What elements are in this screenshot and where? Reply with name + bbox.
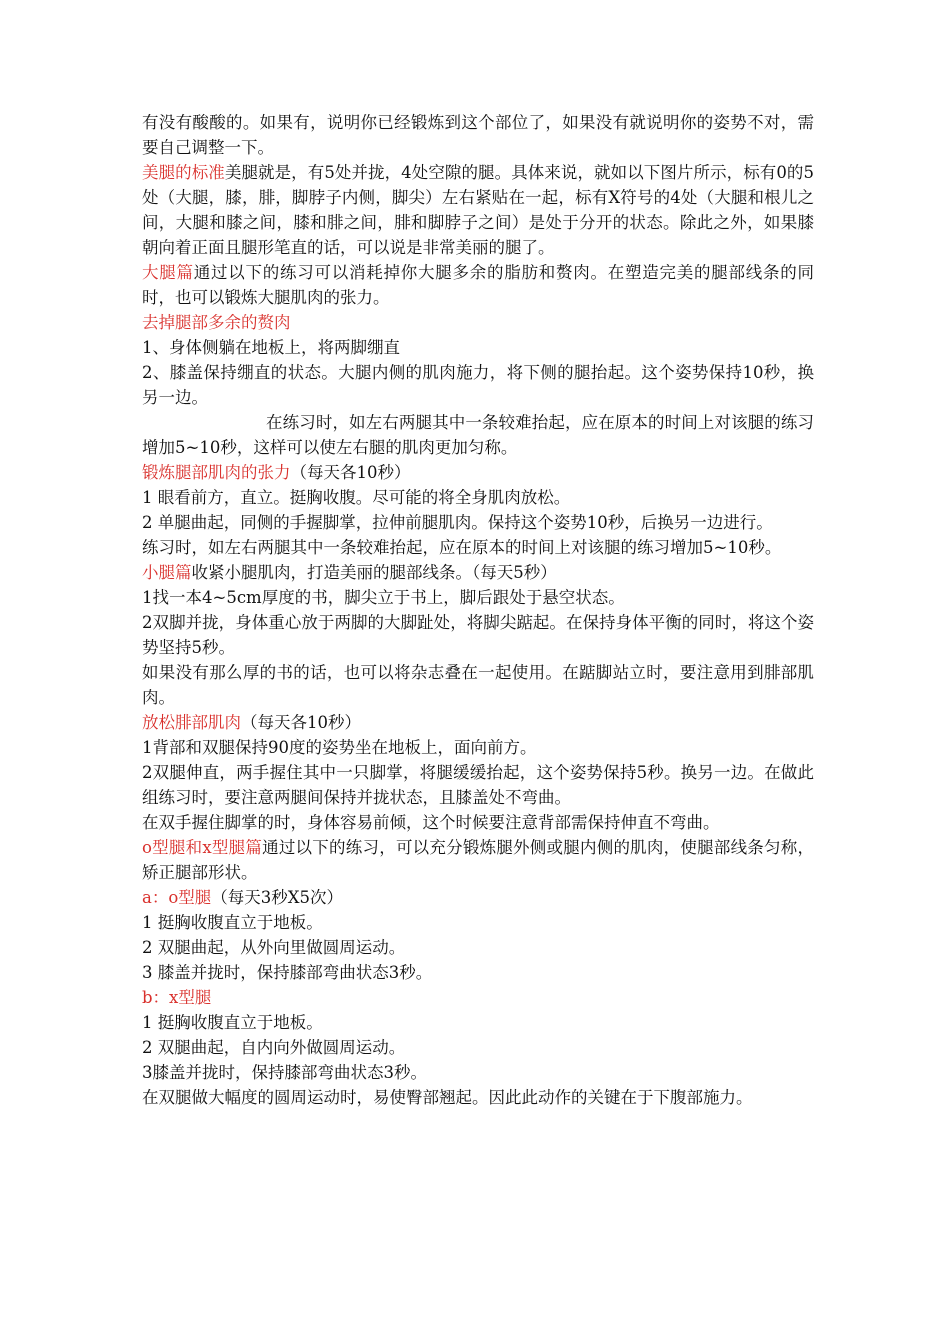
paragraph-text: 练习时，如左右两腿其中一条较难抬起，应在原本的时间上对该腿的练习增加5~10秒。 — [142, 538, 782, 557]
paragraph-text: 2、膝盖保持绷直的状态。大腿内侧的肌肉施力，将下侧的腿抬起。这个姿势保持10秒，换另一边。 — [142, 363, 814, 407]
paragraph-text: 2 双腿曲起，自内向外做圆周运动。 — [142, 1038, 406, 1057]
paragraph-note — [142, 535, 814, 560]
paragraph-relax-calf — [142, 710, 814, 735]
list-item — [142, 335, 814, 360]
paragraph-text: 1 眼看前方，直立。挺胸收腹。尽可能的将全身肌肉放松。 — [142, 488, 571, 507]
section-heading: 锻炼腿部肌肉的张力 — [142, 463, 291, 482]
list-item — [142, 1010, 814, 1035]
section-heading: a：o型腿 — [142, 888, 212, 907]
paragraph-calf — [142, 560, 814, 585]
paragraph-note — [142, 660, 814, 710]
paragraph-text: 通过以下的练习可以消耗掉你大腿多余的脂肪和赘肉。在塑造完美的腿部线条的同时，也可以锻炼大腿肌肉的张力。 — [142, 263, 814, 307]
section-heading: 去掉腿部多余的赘肉 — [142, 313, 291, 332]
section-heading: 放松腓部肌肉 — [142, 713, 241, 732]
paragraph-text: 1背部和双腿保持90度的姿势坐在地板上，面向前方。 — [142, 738, 537, 757]
paragraph-muscle-tension — [142, 460, 814, 485]
paragraph-text: 通过以下的练习，可以充分锻炼腿外侧或腿内侧的肌肉，使腿部线条匀称，矫正腿部形状。 — [142, 838, 814, 882]
section-heading: o型腿和x型腿篇 — [142, 838, 263, 857]
list-item — [142, 960, 814, 985]
list-item — [142, 1060, 814, 1085]
paragraph-text: 如果没有那么厚的书的话，也可以将杂志叠在一起使用。在踮脚站立时，要注意用到腓部肌肉。 — [142, 663, 814, 707]
list-item — [142, 910, 814, 935]
section-heading: 小腿篇 — [142, 563, 192, 582]
list-item — [142, 935, 814, 960]
paragraph-text: 有没有酸酸的。如果有，说明你已经锻炼到这个部位了，如果没有就说明你的姿势不对，需要自己调整一下。 — [142, 113, 814, 157]
paragraph-intro — [142, 110, 814, 160]
paragraph-text: 2 单腿曲起，同侧的手握脚掌，拉伸前腿肌肉。保持这个姿势10秒，后换另一边进行。 — [142, 513, 773, 532]
paragraph-text: （每天各10秒） — [241, 713, 361, 732]
section-heading: 大腿篇 — [142, 263, 194, 282]
list-item — [142, 760, 814, 810]
paragraph-text: 收紧小腿肌肉，打造美丽的腿部线条。（每天5秒） — [191, 563, 557, 582]
paragraph-text: 1找一本4~5cm厚度的书，脚尖立于书上，脚后跟处于悬空状态。 — [142, 588, 625, 607]
document-page — [142, 110, 814, 1110]
paragraph-text: 在练习时，如左右两腿其中一条较难抬起，应在原本的时间上对该腿的练习增加5~10秒，这样可以使左右腿的肌肉更加匀称。 — [142, 413, 814, 457]
paragraph-o-legs — [142, 885, 814, 910]
paragraph-text: 2双腿伸直，两手握住其中一只脚掌，将腿缓缓抬起，这个姿势保持5秒。换另一边。在做此组练习时，要注意两腿间保持并拢状态，且膝盖处不弯曲。 — [142, 763, 814, 807]
paragraph-note — [142, 810, 814, 835]
paragraph-text: 1、身体侧躺在地板上，将两脚绷直 — [142, 338, 400, 357]
paragraph-remove-fat-heading — [142, 310, 814, 335]
paragraph-text: 在双腿做大幅度的圆周运动时，易使臀部翘起。因此此动作的关键在于下腹部施力。 — [142, 1088, 753, 1107]
list-item — [142, 510, 814, 535]
list-item — [142, 610, 814, 660]
paragraph-leg-standard — [142, 160, 814, 260]
section-heading: 美腿的标准 — [142, 163, 225, 182]
paragraph-note — [142, 1085, 814, 1110]
paragraph-o-x-legs — [142, 835, 814, 885]
paragraph-text: （每天各10秒） — [290, 463, 411, 482]
list-item — [142, 360, 814, 410]
paragraph-note — [142, 410, 814, 460]
paragraph-text: 在双手握住脚掌的时，身体容易前倾，这个时候要注意背部需保持伸直不弯曲。 — [142, 813, 720, 832]
paragraph-x-legs — [142, 985, 814, 1010]
paragraph-text: 1 挺胸收腹直立于地板。 — [142, 1013, 323, 1032]
paragraph-text: 2 双腿曲起，从外向里做圆周运动。 — [142, 938, 406, 957]
paragraph-thigh — [142, 260, 814, 310]
list-item — [142, 485, 814, 510]
paragraph-text: 美腿就是，有5处并拢，4处空隙的腿。具体来说，就如以下图片所示，标有0的5处（大腿，膝，腓，脚脖子内侧，脚尖）左右紧贴在一起，标有X符号的4处（大腿和根儿之间，大腿和膝之间，膝和腓之间，腓和脚脖子之间）是处于分开的状态。除此之外，如果膝朝向着正面且腿形笔直的话，可以说是非常美丽的腿了。 — [142, 163, 815, 257]
section-heading: b：x型腿 — [142, 988, 212, 1007]
paragraph-text: 1 挺胸收腹直立于地板。 — [142, 913, 323, 932]
paragraph-text: 2双脚并拢，身体重心放于两脚的大脚趾处，将脚尖踮起。在保持身体平衡的同时，将这个姿势坚持5秒。 — [142, 613, 814, 657]
list-item — [142, 1035, 814, 1060]
paragraph-text: （每天3秒X5次） — [211, 888, 344, 907]
paragraph-text: 3膝盖并拢时，保持膝部弯曲状态3秒。 — [142, 1063, 427, 1082]
paragraph-text: 3 膝盖并拢时，保持膝部弯曲状态3秒。 — [142, 963, 433, 982]
list-item — [142, 735, 814, 760]
list-item — [142, 585, 814, 610]
